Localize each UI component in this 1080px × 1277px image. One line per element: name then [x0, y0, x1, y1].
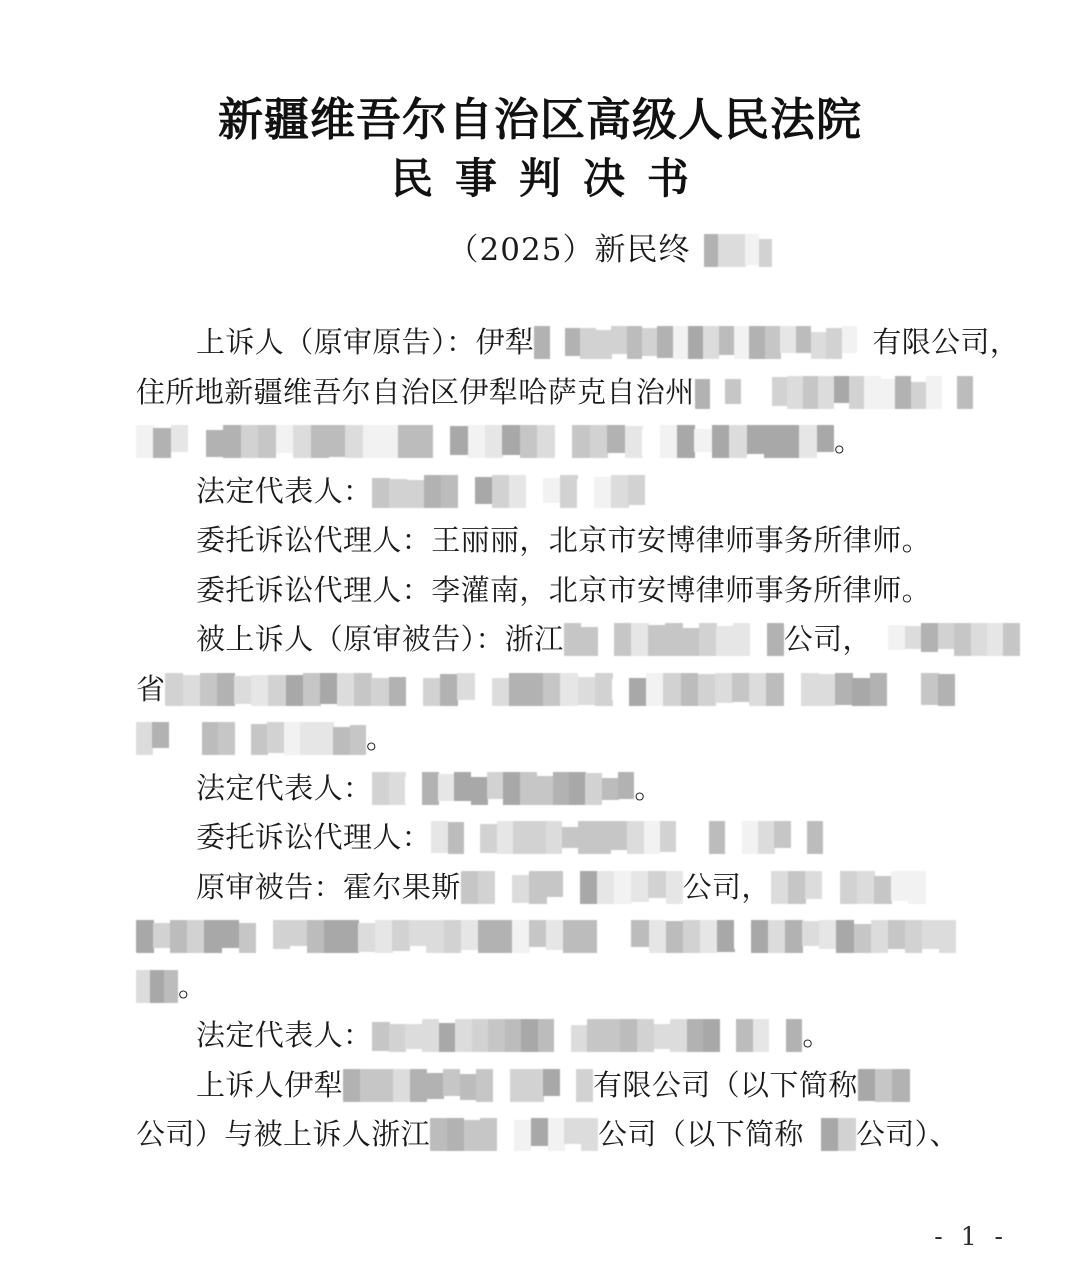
opening-seg-2: 有限公司（以下简称	[593, 1067, 858, 1102]
appellee-agent-redaction	[431, 821, 823, 854]
opening-seg-5: 公司）、	[855, 1117, 959, 1151]
opening-redaction-3	[430, 1118, 598, 1151]
appellee-line-3	[136, 714, 960, 764]
court-name-title: 新疆维吾尔自治区高级人民法院	[217, 93, 862, 146]
appellee-name-prefix: 浙江	[504, 622, 564, 656]
appellant-label: 上诉人（原审原告）：	[196, 325, 476, 359]
appellee-address-end: 。	[366, 721, 396, 755]
opening-redaction-1	[343, 1069, 593, 1102]
original-defendant-name-redaction	[461, 871, 683, 904]
original-defendant-legal-rep-redaction	[372, 1019, 802, 1052]
appellee-line-1	[136, 615, 960, 665]
appellee-label: 被上诉人（原审被告）：	[196, 622, 505, 656]
paragraph-opening	[136, 1061, 960, 1160]
paragraph-original-defendant	[136, 863, 960, 1012]
appellant-address-label: 住所地新疆维吾尔自治区伊犁哈萨克自治州	[136, 374, 695, 409]
appellant-address-redaction-2	[136, 425, 834, 458]
appellant-line-3	[136, 417, 960, 467]
paragraph-appellant-agent-1	[136, 516, 960, 566]
opening-line-1	[136, 1061, 960, 1111]
appellant-address-redaction-1	[695, 376, 973, 409]
appellee-address-redaction-3	[136, 722, 366, 755]
appellee-legal-rep-line	[136, 764, 960, 814]
appellant-agent-2-line	[136, 566, 960, 616]
paragraph-appellant-agent-2	[136, 566, 960, 616]
paragraph-appellant-legal-rep	[136, 467, 960, 517]
appellant-agent-1-label: 委托诉讼代理人：	[196, 523, 432, 557]
opening-redaction-2	[858, 1069, 910, 1102]
appellee-address-redaction-2	[165, 673, 955, 706]
appellee-agent-line	[136, 813, 960, 863]
original-defendant-address-redaction-3	[136, 970, 178, 1003]
original-defendant-line-2	[136, 912, 960, 962]
opening-redaction-4	[804, 1118, 856, 1151]
appellee-name-suffix: 公司，	[783, 622, 872, 656]
appellant-legal-rep-redaction	[372, 475, 662, 508]
appellee-address-redaction-1	[872, 623, 1020, 656]
appellant-legal-rep-label: 法定代表人：	[196, 473, 373, 508]
original-defendant-legal-rep-line	[136, 1011, 960, 1061]
original-defendant-line-3	[136, 962, 960, 1012]
appellant-agent-1-line	[136, 516, 960, 566]
appellant-agent-2-value: 李灌南，北京市安博律师事务所律师。	[431, 572, 932, 607]
paragraph-appellee-legal-rep	[136, 764, 960, 814]
appellant-line-2	[136, 368, 960, 418]
original-defendant-name-prefix: 霍尔果斯	[343, 869, 461, 904]
case-number-text: （2025）新民终	[447, 232, 691, 268]
appellant-legal-rep-line	[136, 467, 960, 517]
original-defendant-line-1	[136, 863, 960, 913]
paragraph-appellant	[136, 318, 1020, 467]
document-type-title: 民事判决书	[390, 154, 711, 203]
appellee-name-redaction	[564, 623, 784, 656]
original-defendant-legal-rep-end: 。	[802, 1018, 832, 1052]
opening-seg-4: 公司（以下简称	[598, 1117, 804, 1151]
case-number-redaction	[690, 234, 772, 267]
appellee-legal-rep-redaction	[372, 772, 634, 805]
appellee-legal-rep-end: 。	[634, 770, 664, 805]
appellant-agent-1-value: 王丽丽，北京市安博律师事务所律师。	[431, 523, 932, 557]
appellant-line-1	[136, 318, 1020, 368]
appellee-line-2	[136, 665, 960, 715]
original-defendant-label: 原审被告：	[196, 869, 344, 904]
opening-line-2	[136, 1110, 960, 1160]
opening-seg-3: 公司）与被上诉人浙江	[136, 1117, 431, 1151]
case-number-line	[0, 228, 1080, 272]
document-body	[136, 318, 1020, 1160]
original-defendant-name-suffix: 公司，	[682, 869, 771, 904]
appellee-legal-rep-label: 法定代表人：	[196, 770, 373, 805]
paragraph-original-defendant-legal-rep	[136, 1011, 960, 1061]
original-defendant-address-redaction-2	[136, 920, 956, 953]
appellee-address-prefix: 省	[136, 671, 166, 706]
appellant-name-prefix: 伊犁	[475, 325, 535, 359]
opening-seg-1: 上诉人伊犁	[196, 1067, 344, 1102]
paragraph-appellee-agent	[136, 813, 960, 863]
appellant-name-suffix: 有限公司，	[872, 325, 1020, 359]
original-defendant-legal-rep-label: 法定代表人：	[196, 1018, 373, 1052]
appellant-name-redaction	[534, 326, 872, 359]
page-number: - 1 -	[934, 1222, 1008, 1251]
appellant-agent-2-label: 委托诉讼代理人：	[196, 572, 432, 607]
paragraph-appellee	[136, 615, 960, 764]
appellant-address-end: 。	[834, 424, 864, 458]
original-defendant-address-end: 。	[178, 968, 208, 1003]
original-defendant-address-redaction-1	[771, 871, 943, 904]
document-title-block	[0, 92, 1080, 210]
appellee-agent-label: 委托诉讼代理人：	[196, 820, 432, 854]
